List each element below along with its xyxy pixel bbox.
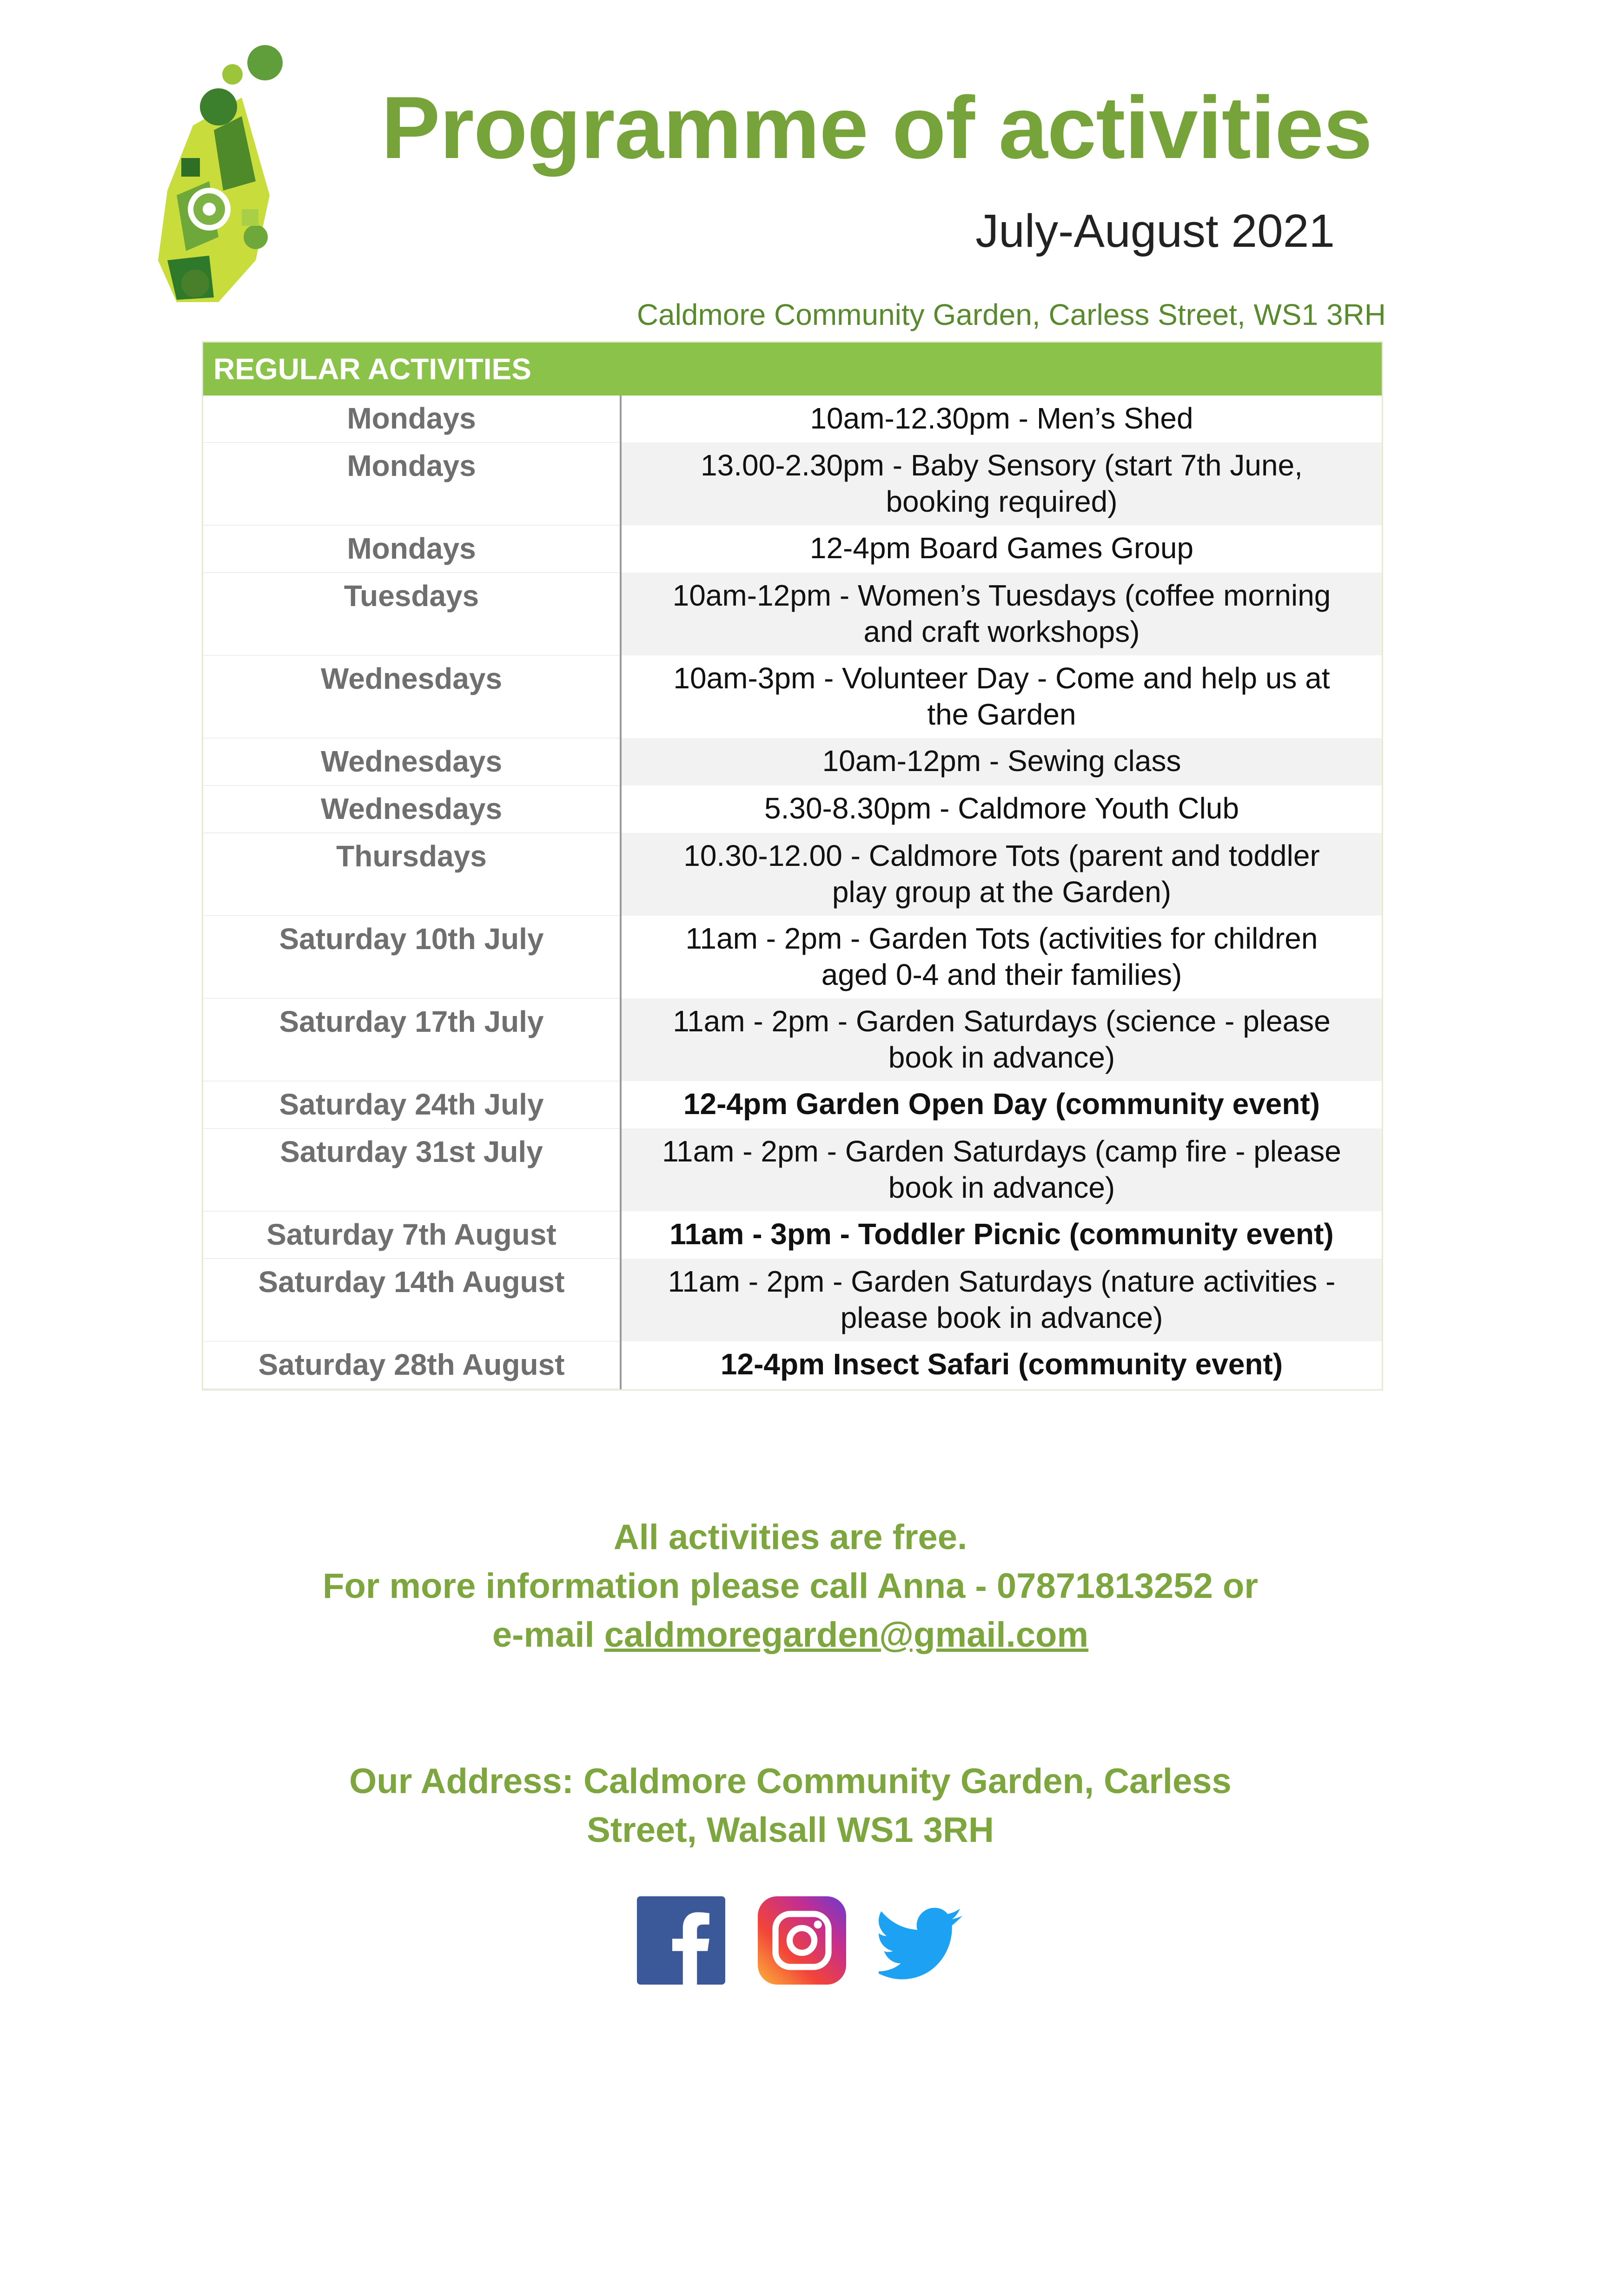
free-note: All activities are free. <box>613 1517 967 1557</box>
info-block <box>0 1513 1581 1659</box>
email-prefix: e-mail <box>492 1615 604 1655</box>
activity-line-1: 10am-12.30pm - Men’s Shed <box>810 402 1193 435</box>
activity-cell <box>621 1128 1382 1211</box>
table-row <box>203 525 1382 573</box>
activity-cell <box>621 1211 1382 1259</box>
address-line-1: Our Address: Caldmore Community Garden, Carless <box>349 1762 1232 1801</box>
activity-line-1: 11am - 3pm - Toddler Picnic (community event) <box>669 1217 1334 1251</box>
facebook-icon[interactable] <box>637 1896 725 1985</box>
day-cell: Saturday 24th July <box>203 1081 621 1128</box>
activity-line-1: 11am - 2pm - Garden Saturdays (science - please <box>673 1004 1331 1038</box>
table-row <box>203 1128 1382 1211</box>
table-row <box>203 833 1382 916</box>
activity-line-2: booking required) <box>886 485 1118 518</box>
activity-line-1: 11am - 2pm - Garden Saturdays (camp fire - please <box>662 1135 1341 1168</box>
day-cell: Saturday 14th August <box>203 1259 621 1341</box>
activity-line-2: and craft workshops) <box>863 615 1140 648</box>
table-row <box>203 738 1382 785</box>
email-link[interactable]: caldmoregarden@gmail.com <box>604 1615 1089 1655</box>
activity-cell <box>621 738 1382 785</box>
day-cell: Mondays <box>203 525 621 573</box>
address-line-2: Street, Walsall WS1 3RH <box>587 1810 994 1850</box>
contact-line: For more information please call Anna - 07871813252 or <box>323 1566 1258 1606</box>
activity-line-1: 11am - 2pm - Garden Saturdays (nature activities - <box>668 1265 1336 1298</box>
table-row <box>203 1081 1382 1128</box>
table-row <box>203 573 1382 655</box>
activity-cell <box>621 655 1382 738</box>
table-row <box>203 1259 1382 1341</box>
activity-cell <box>621 573 1382 655</box>
instagram-icon[interactable] <box>758 1896 846 1985</box>
day-cell: Saturday 10th July <box>203 916 621 998</box>
email-line <box>0 1610 1581 1659</box>
activity-line-1: 5.30-8.30pm - Caldmore Youth Club <box>764 792 1239 825</box>
table-row <box>203 998 1382 1081</box>
day-cell: Thursdays <box>203 833 621 916</box>
activities-table <box>202 341 1383 1391</box>
activity-cell <box>621 916 1382 998</box>
activity-cell <box>621 442 1382 525</box>
garden-location: Caldmore Community Garden, Carless Street, WS1 3RH <box>636 298 1386 331</box>
twitter-icon[interactable] <box>879 1896 967 1985</box>
activity-line-2: book in advance) <box>888 1041 1115 1074</box>
address-block <box>0 1757 1581 1854</box>
schedule-table <box>203 396 1382 1389</box>
activity-line-2: please book in advance) <box>840 1301 1163 1334</box>
social-icons <box>637 1896 967 1985</box>
day-cell: Mondays <box>203 442 621 525</box>
day-cell: Saturday 28th August <box>203 1341 621 1389</box>
day-cell: Wednesdays <box>203 785 621 833</box>
activity-cell <box>621 833 1382 916</box>
activity-cell <box>621 396 1382 442</box>
day-cell: Saturday 17th July <box>203 998 621 1081</box>
activity-cell <box>621 1341 1382 1389</box>
day-cell: Saturday 7th August <box>203 1211 621 1259</box>
activity-line-1: 12-4pm Board Games Group <box>809 531 1194 565</box>
date-range: July-August 2021 <box>975 205 1335 257</box>
day-cell: Tuesdays <box>203 573 621 655</box>
activity-line-1: 12-4pm Garden Open Day (community event) <box>683 1087 1320 1121</box>
table-row <box>203 785 1382 833</box>
activity-line-1: 12-4pm Insect Safari (community event) <box>720 1347 1283 1381</box>
activity-line-2: the Garden <box>927 698 1076 731</box>
table-row <box>203 442 1382 525</box>
activity-cell <box>621 998 1382 1081</box>
table-row <box>203 1341 1382 1389</box>
activity-cell <box>621 1081 1382 1128</box>
day-cell: Wednesdays <box>203 655 621 738</box>
activity-cell <box>621 785 1382 833</box>
table-row <box>203 396 1382 442</box>
activity-line-1: 10am-12pm - Women’s Tuesdays (coffee morning <box>672 579 1331 612</box>
day-cell: Saturday 31st July <box>203 1128 621 1211</box>
activity-cell <box>621 1259 1382 1341</box>
activity-line-1: 11am - 2pm - Garden Tots (activities for children <box>685 922 1318 955</box>
page-title: Programme of activities <box>381 79 1372 177</box>
activity-line-1: 10am-3pm - Volunteer Day - Come and help us at <box>673 661 1330 695</box>
day-cell: Wednesdays <box>203 738 621 785</box>
activity-line-1: 13.00-2.30pm - Baby Sensory (start 7th June, <box>701 449 1303 482</box>
day-cell: Mondays <box>203 396 621 442</box>
table-heading: REGULAR ACTIVITIES <box>203 343 1382 396</box>
activity-line-2: book in advance) <box>888 1171 1115 1204</box>
activity-cell <box>621 525 1382 573</box>
table-row <box>203 1211 1382 1259</box>
table-row <box>203 655 1382 738</box>
caldmore-garden-logo <box>149 42 288 311</box>
table-row <box>203 916 1382 998</box>
activity-line-1: 10.30-12.00 - Caldmore Tots (parent and toddler <box>683 839 1320 872</box>
activity-line-1: 10am-12pm - Sewing class <box>822 744 1181 778</box>
activity-line-2: aged 0-4 and their families) <box>821 958 1182 991</box>
activity-line-2: play group at the Garden) <box>832 875 1172 909</box>
